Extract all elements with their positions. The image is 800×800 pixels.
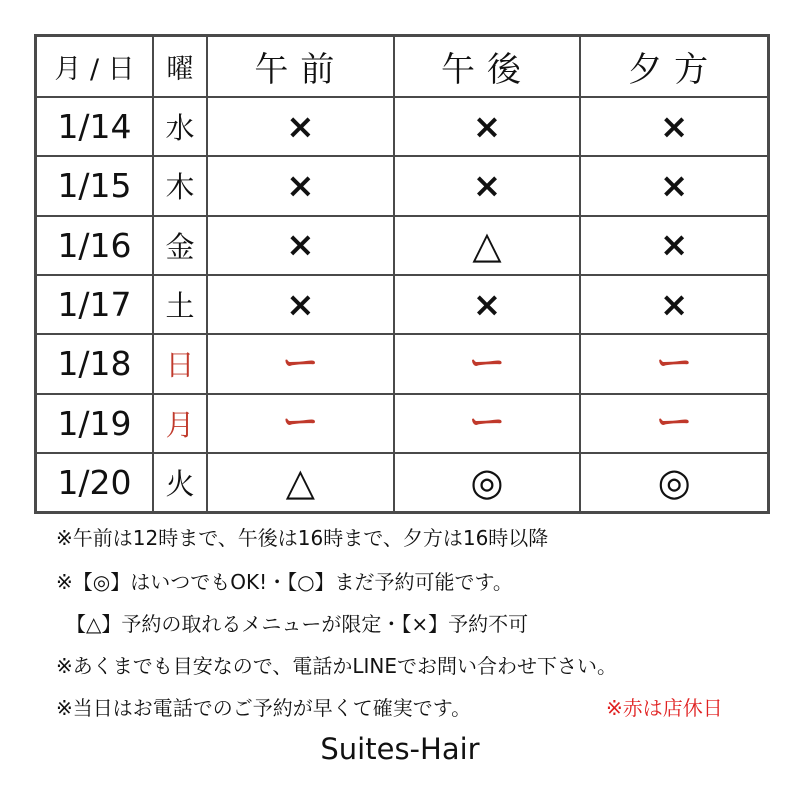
schedule-row [37,97,767,156]
schedule-row [37,156,767,215]
slot-morning [207,156,394,215]
header-date: 月 / 日 [37,37,153,97]
closed-dash-mark: ー [656,402,693,444]
slot-evening [580,216,767,275]
slot-evening [580,275,767,334]
schedule-table-frame [34,34,770,514]
row-day-of-week: 土 [153,275,207,334]
unavailable-mark: × [659,165,689,206]
row-date: 1/18 [37,334,153,393]
unavailable-mark: × [286,165,315,206]
slot-evening [580,394,767,453]
unavailable-mark: × [472,284,502,325]
available-double-circle-mark: ◎ [470,460,504,505]
row-date: 1/19 [37,394,153,453]
note-contact: ※あくまでも目安なので、電話かLINEでお問い合わせ下さい。 [56,654,617,678]
slot-morning [207,334,394,393]
salon-name: Suites-Hair [320,732,480,766]
slot-afternoon [394,275,581,334]
closed-dash-mark: ー [656,342,693,384]
closed-dash-mark: ー [468,402,505,444]
slot-morning [207,216,394,275]
unavailable-mark: × [286,284,315,325]
row-day-of-week: 火 [153,453,207,511]
unavailable-mark: × [472,106,502,147]
unavailable-mark: × [286,225,315,266]
row-day-of-week: 木 [153,156,207,215]
slot-morning [207,394,394,453]
row-day-of-week: 月 [153,394,207,453]
note-closed-days: ※赤は店休日 [606,696,723,720]
row-day-of-week: 水 [153,97,207,156]
unavailable-mark: × [659,106,689,147]
unavailable-mark: × [286,106,315,147]
slot-evening [580,156,767,215]
slot-evening [580,97,767,156]
slot-afternoon [394,156,581,215]
row-day-of-week: 金 [153,216,207,275]
unavailable-mark: × [659,225,689,266]
slot-afternoon [394,394,581,453]
schedule-row [37,394,767,453]
slot-afternoon [394,334,581,393]
header-day-of-week: 曜 [153,37,207,97]
note-legend-1: ※【◎】はいつでもOK!・【○】まだ予約可能です。 [56,570,513,594]
header-evening: 夕方 [580,37,767,97]
header-morning: 午前 [207,37,394,97]
note-legend-2: 【△】予約の取れるメニューが限定・【×】予約不可 [56,612,529,636]
slot-morning [207,453,394,511]
schedule-row [37,334,767,393]
row-day-of-week: 日 [153,334,207,393]
row-date: 1/15 [37,156,153,215]
closed-dash-mark: ー [282,402,319,444]
closed-dash-mark: ー [282,342,319,384]
slot-evening [580,334,767,393]
slot-afternoon [394,216,581,275]
slot-morning [207,97,394,156]
unavailable-mark: × [472,165,502,206]
slot-afternoon [394,97,581,156]
row-date: 1/17 [37,275,153,334]
header-afternoon: 午後 [394,37,581,97]
note-time-ranges: ※午前は12時まで、午後は16時まで、夕方は16時以降 [56,526,549,550]
schedule-row [37,453,767,511]
limited-triangle-mark: △ [285,460,315,505]
note-same-day: ※当日はお電話でのご予約が早くて確実です。 [56,696,472,720]
limited-triangle-mark: △ [472,223,502,268]
unavailable-mark: × [659,284,689,325]
header-row [37,37,767,97]
slot-evening [580,453,767,511]
row-date: 1/14 [37,97,153,156]
schedule-row [37,216,767,275]
closed-dash-mark: ー [468,342,505,384]
schedule-row [37,275,767,334]
slot-afternoon [394,453,581,511]
slot-morning [207,275,394,334]
availability-table [37,37,767,511]
row-date: 1/20 [37,453,153,511]
row-date: 1/16 [37,216,153,275]
available-double-circle-mark: ◎ [657,460,691,505]
